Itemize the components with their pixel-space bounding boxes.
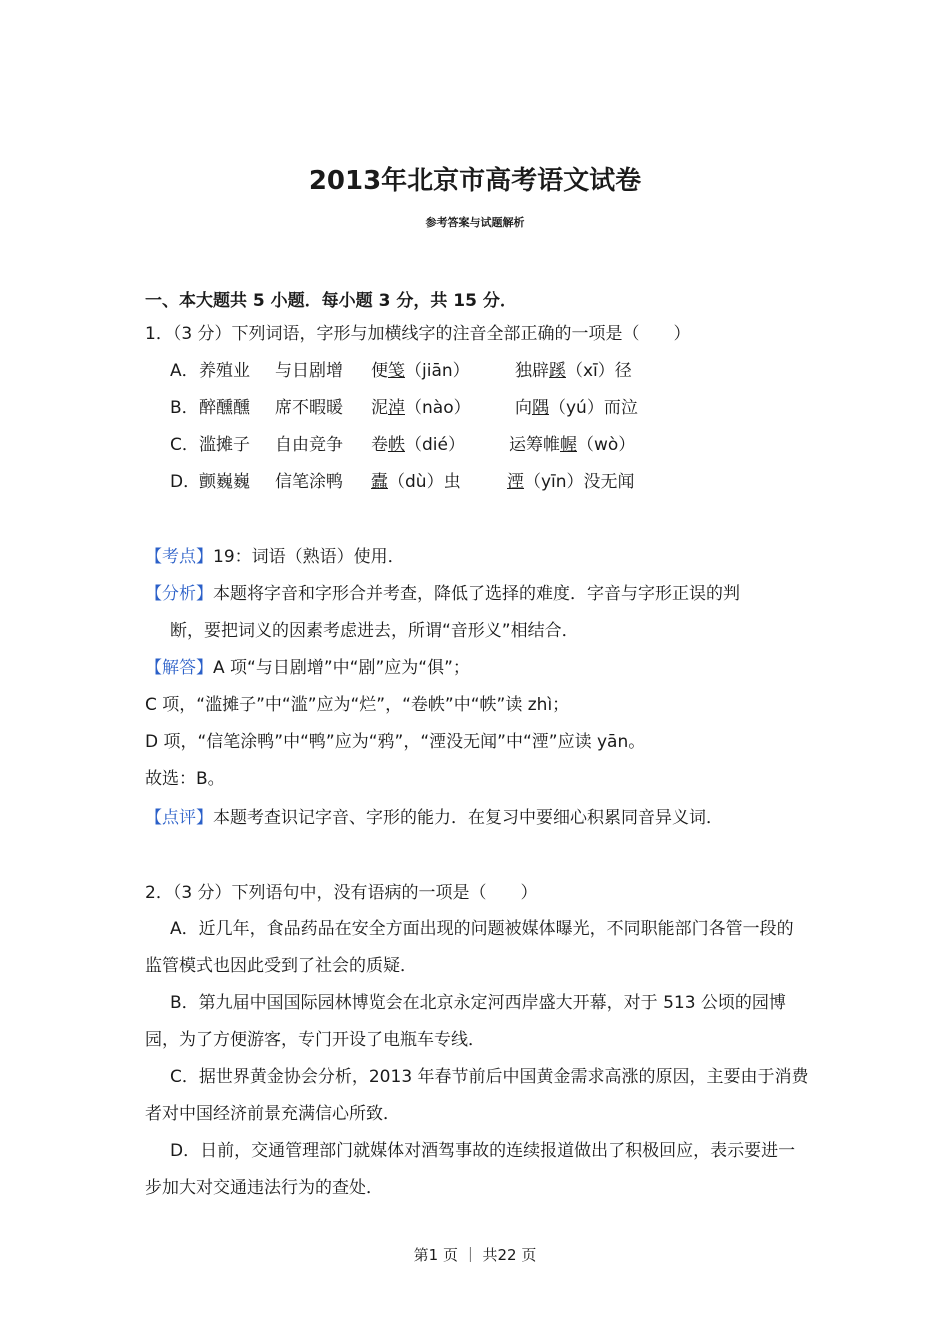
page-footer: 第1 页 ｜ 共22 页 [413,1246,537,1264]
fenxi-tag: 【分析】 [145,584,213,604]
section-heading: 一、本大题共 5 小题．每小题 3 分，共 15 分． [145,291,517,311]
q1-option-a-w1: 养殖业 [199,361,250,381]
kaodian-tag: 【考点】 [145,547,213,567]
page-subtitle: 参考答案与试题解析 [425,216,525,229]
q1-option-c-w4: 运筹帷幄（wò） [509,435,636,455]
page-title: 2013年北京市高考语文试卷 [308,166,642,196]
q1-option-b-w1: 醉醺醺 [199,398,250,418]
dianping-tag: 【点评】 [145,808,213,828]
jieda-line: 【解答】A 项“与日剧增”中“剧”应为“俱”； [145,658,470,678]
q2-option-a: A．近几年，食品药品在安全方面出现的问题被媒体曝光，不同职能部门各管一段的监管模式也因此受到了社会的质疑． [145,919,794,976]
jieda-c-line: C 项，“滥摊子”中“滥”应为“烂”，“卷帙”中“帙”读 zhì； [145,695,570,715]
q1-option-b-w4: 向隅（yú）而泣 [515,398,638,418]
q1-option-a: A． [170,361,199,381]
fenxi-line-1: 【分析】本题将字音和字形合并考查，降低了选择的难度．字音与字形正误的判 [145,584,740,604]
q1-option-c-w1: 滥摊子 [199,435,250,455]
q1-option-c: C． [170,435,199,455]
q1-option-d-w3: 蠹（dù）虫 [371,472,461,492]
q1-option-a-w3: 便笺（jiān） [371,361,470,381]
jieda-tag: 【解答】 [145,658,213,678]
q1-option-d: D． [170,472,201,492]
q2-option-b: B．第九届中国国际园林博览会在北京永定河西岸盛大开幕，对于 513 公顷的园博园，为了方便游客，专门开设了电瓶车专线． [145,993,786,1050]
fenxi-line-2: 断，要把词义的因素考虑进去，所谓“音形义”相结合． [170,621,579,641]
q1-option-b: B． [170,398,199,418]
q1-option-b-w3: 泥淖（nào） [371,398,471,418]
q1-option-c-w2: 自由竞争 [275,435,343,455]
question-2-stem: 2．（3 分）下列语句中，没有语病的一项是（ ） [145,883,538,903]
q2-option-c: C．据世界黄金协会分析，2013 年春节前后中国黄金需求高涨的原因，主要由于消费者对中国经济前景充满信心所致． [145,1067,809,1124]
kaodian-line: 【考点】19：词语（熟语）使用． [145,547,405,567]
q1-option-c-w3: 卷帙（dié） [371,435,465,455]
q2-option-d: D．日前，交通管理部门就媒体对酒驾事故的连续报道做出了积极回应，表示要进一步加大对交通违法行为的查处． [145,1141,796,1198]
question-1-stem: 1．（3 分）下列词语，字形与加横线字的注音全部正确的一项是（ ） [145,324,691,344]
q1-option-a-w2: 与日剧增 [275,361,343,381]
answer-line: 故选：B。 [145,769,225,789]
q1-option-b-w2: 席不暇暖 [275,398,343,418]
dianping-line: 【点评】本题考查识记字音、字形的能力．在复习中要细心积累同音异义词． [145,808,723,828]
q1-option-a-w4: 独辟蹊（xī）径 [515,361,632,381]
q1-option-d-w2: 信笔涂鸭 [275,472,343,492]
q1-option-d-w4: 湮（yīn）没无闻 [507,472,635,492]
q1-option-d-w1: 颤巍巍 [199,472,250,492]
jieda-d-line: D 项，“信笔涂鸭”中“鸭”应为“鸦”，“湮没无闻”中“湮”应读 yān。 [145,732,646,752]
